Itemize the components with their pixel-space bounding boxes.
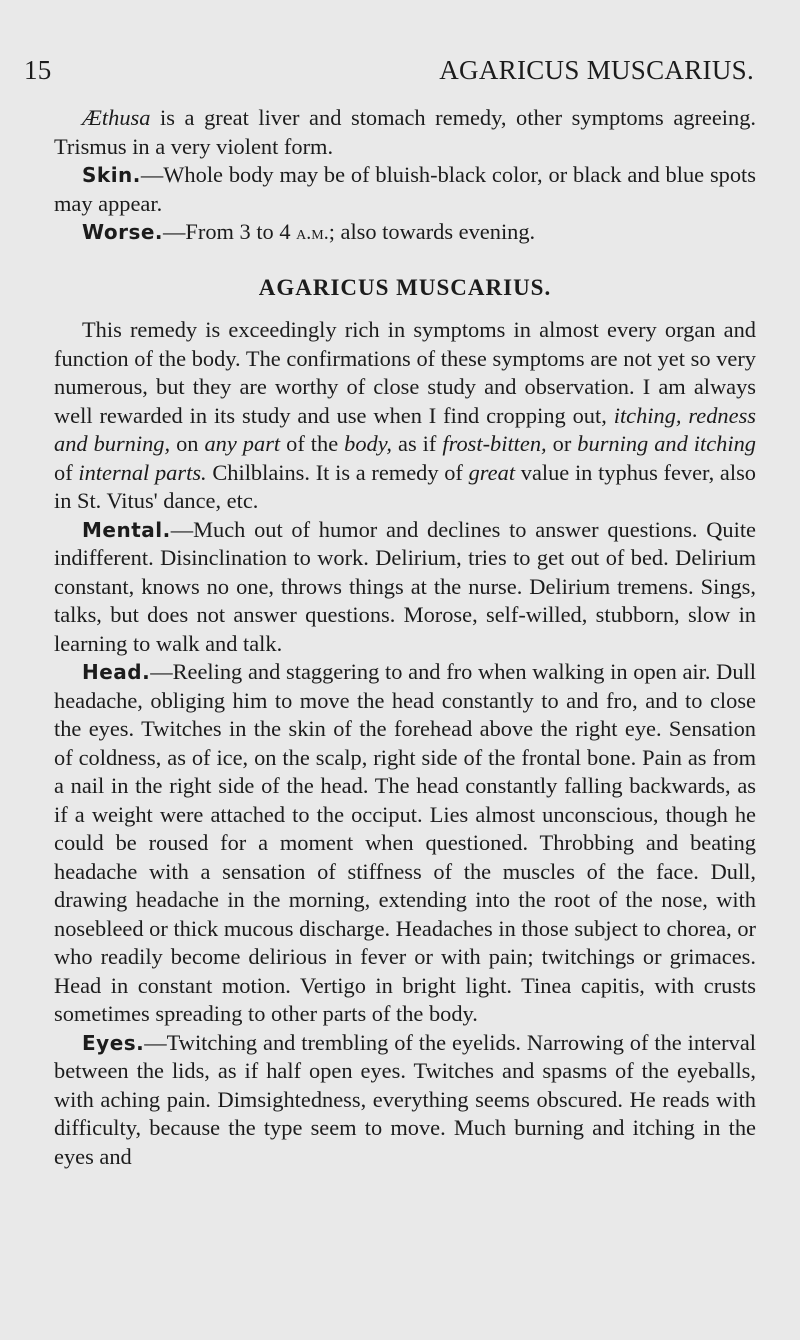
eyes-text: —Twitching and trembling of the eyelids. Narrowing of the interval between the lids, as if half open eyes. Twitches and spasms of the eyeballs, with aching pain. Dimsightedness, everything seems obscured. He reads with difficulty, because the type seem to move. Much burning and itching in the eyes and [54,1029,756,1169]
p1-text-f: of [54,459,79,485]
p1-text-g: Chilblains. It is a remedy of [206,459,469,485]
skin-text: —Whole body may be of bluish-black color, or black and blue spots may appear. [54,162,756,216]
p1-text-e: or [546,431,578,456]
p1-italic-2: any part [204,431,281,456]
worse-paragraph [54,218,756,248]
intro-paragraph [54,316,756,516]
p1-text-d: as if [392,431,443,456]
p1-italic-1: itching, redness and burning, [54,402,756,456]
head-text: —Reeling and staggering to and fro when walking in open air. Dull headache, obliging him to move the head constantly to and fro, and to close the eyes. Twitches in the skin of the forehead above the right eye. Sensation of coldness, as of ice, on the scalp, right side of the frontal bone. Pain as from a nail in the right side of the head. The head constantly falling backwards, as if a weight were attached to the occiput. Lies almost unconscious, though he could be roused for a moment when questioned. Throbbing and beating headache with a sensation of stiffness of the muscles of the face. Dull, drawing headache in the morning, extending into the root of the nose, with nosebleed or thick mucous discharge. Headaches in those subject to chorea, or who readily become delirious in fever or with pain; twitchings or grimaces. Head in constant motion. Vertigo in bright light. Tinea capitis, with crusts sometimes spreading to other parts of the body. [54,659,756,1026]
eyes-paragraph [54,1029,756,1172]
mental-paragraph [54,516,756,659]
worse-am: a.m. [296,222,329,244]
p1-text-c: of the [280,431,345,456]
mental-text: —Much out of humor and declines to answer questions. Quite indifferent. Disinclination to work. Delirium, tries to get out of bed. Delirium constant, knows no one, throws things at the nurse. Delirium tremens. Sings, talks, but does not answer questions. Morose, self-willed, stubborn, slow in learning to walk and talk. [54,516,756,656]
skin-heading: Skin. [82,163,141,187]
head-paragraph [54,658,756,1029]
page-body [54,104,756,1171]
mental-heading: Mental. [82,517,171,542]
worse-heading: Worse. [82,220,164,244]
running-title: AGARICUS MUSCARIUS. [439,55,754,85]
p1-text-h: value in typhus fever, also in St. Vitus' dance, etc. [54,459,756,513]
p1-text-b: on [170,431,205,456]
p1-italic-4: frost-bitten, [442,431,547,456]
aethusa-name: Æthusa [82,105,151,130]
head-heading: Head. [82,660,151,684]
worse-text-a: —From 3 to 4 [163,219,297,244]
running-header [24,55,754,86]
aethusa-paragraph [54,104,756,161]
worse-text-b: ; also towards evening. [328,219,536,244]
section-title: AGARICUS MUSCARIUS. [258,274,552,300]
p1-italic-6: internal parts. [78,459,207,485]
p1-italic-5: burning and itching [577,431,756,456]
page-number: 15 [24,55,52,85]
p1-text-a: This remedy is exceedingly rich in symptoms in almost every organ and function of the body. The confirmations of these symptoms are not yet so very numerous, but they are worthy of close study and observation. I am always well rewarded in its study and use when I find cropping out, [54,317,756,428]
skin-paragraph [54,161,756,218]
p1-italic-3: body, [344,431,393,456]
p1-italic-7: great [468,459,516,485]
eyes-heading: Eyes. [82,1030,145,1055]
aethusa-text: is a great liver and stomach remedy, other symptoms agreeing. Trismus in a very violent form. [54,105,756,159]
